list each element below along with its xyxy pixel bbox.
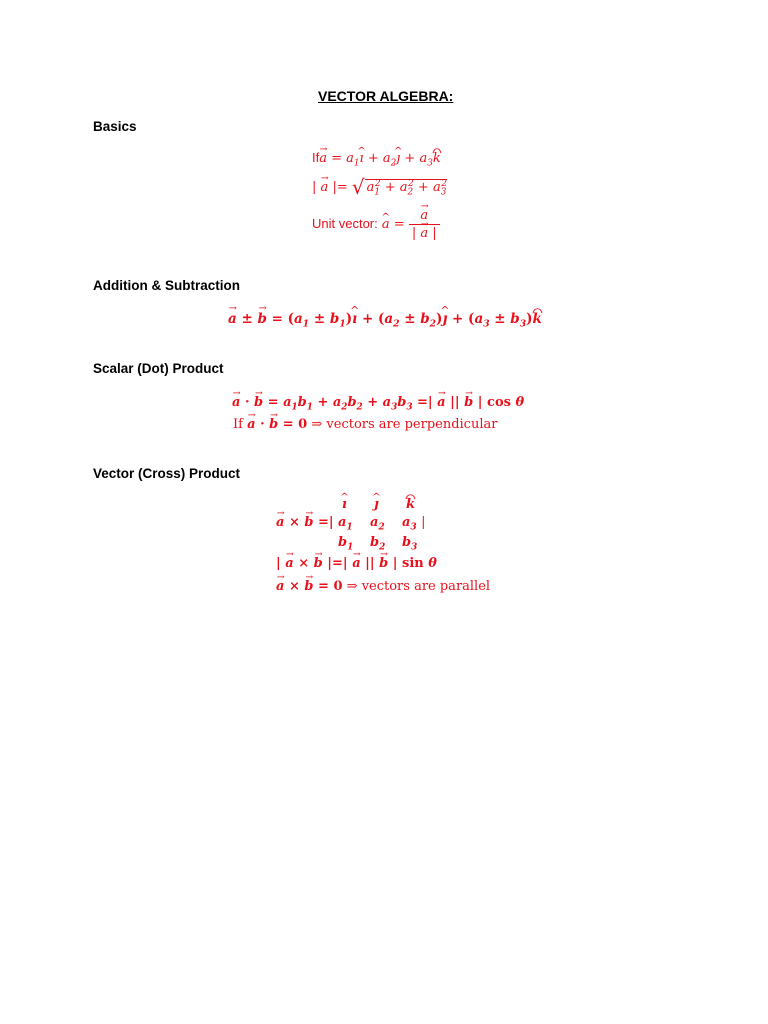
- eq-magnitude: | → a |= √ $a_1^2 + a_2^2 + a_3^2$: [312, 175, 447, 199]
- heading-cross-product: Vector (Cross) Product: [93, 466, 241, 481]
- if-label: If: [312, 150, 320, 165]
- eq-perpendicular: If → a · → b = 0 ⇒ vectors are perpendicular: [233, 417, 497, 432]
- heading-basics: Basics: [93, 119, 137, 134]
- heading-dot-product: Scalar (Dot) Product: [93, 361, 224, 376]
- eq-parallel: → a × → b = 0 ⇒ vectors are parallel: [276, 579, 490, 594]
- eq-dot-product: → a · → $b = a_1b_1 + a_2b_2 + a_3b_3$ =| → a || → b | cos θ: [232, 395, 524, 413]
- cos-label: cos: [487, 395, 511, 410]
- perpendicular-text: vectors are perpendicular: [326, 417, 498, 432]
- if-label-dot: If: [233, 417, 243, 432]
- heading-addition-subtraction: Addition & Subtraction: [93, 278, 240, 293]
- eq-unit-vector: Unit vector: ^ a = → $\frac{a}{| \to a |}$: [312, 208, 440, 241]
- unit-vector-label: Unit vector:: [312, 216, 378, 231]
- eq-cross-magnitude: | → a × → b |=| → a || → b | sin θ: [276, 556, 437, 571]
- eq-vector-components: $If\to a = a_1\^{}$ ı + $a_2\^{}$ ȷ + $a_3k$: [312, 150, 441, 169]
- parallel-text: vectors are parallel: [361, 579, 491, 594]
- page-title: VECTOR ALGEBRA:: [318, 88, 454, 104]
- sin-label: sin: [402, 556, 424, 571]
- eq-addition-subtraction: → a ± → $b = (a_1$ ± $b_1)\^{}$ ı + ($a_2$ ± $b_2)\^{}$ ȷ + $(a_3 \pm b_3)k$: [228, 311, 542, 330]
